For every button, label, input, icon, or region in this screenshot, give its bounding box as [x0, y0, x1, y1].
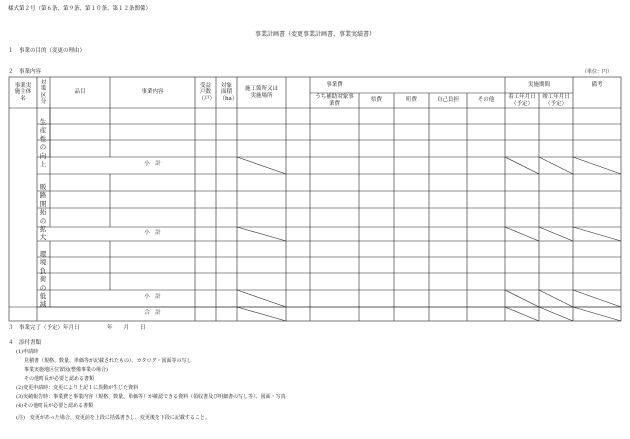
header-period: 実施期間 — [527, 81, 550, 88]
subtotal-label: 小 計 — [144, 230, 161, 236]
unit-label: （単位：円） — [582, 69, 613, 75]
header-remarks: 備考 — [591, 81, 603, 88]
header-area: 対象面積（ha） — [219, 82, 238, 102]
header-town: 町費 — [405, 97, 417, 104]
subtotal-label: 小 計 — [144, 294, 161, 300]
document-title: 事業計画書（変更事業計画書、事業実績書） — [254, 31, 375, 38]
header-self: 自己負担 — [436, 97, 459, 104]
header-location: 施工箇所又は実施場所 — [244, 86, 278, 99]
attachment-item: 事業実施地区位置図(整備事業の場合) — [24, 367, 108, 373]
header-project-cost: 事業費 — [326, 81, 343, 88]
section-attachments: ４ 添付書類 — [8, 340, 42, 346]
subtotal-label: 小 計 — [144, 161, 161, 167]
attachment-item: (3)実績報告時：事業費と事業内容（規格、数量、単価等）が確認できる資料（領収書及び明細書の写し等）、図面・写真 — [16, 394, 286, 400]
attachment-item: (4)その他町長が必要と認める書類 — [16, 403, 94, 409]
group-label-productivity: 生産性の向上 — [39, 118, 47, 169]
header-content: 事業内容 — [141, 89, 164, 96]
group-label-sales-channel: 販路開拓の拡大 — [39, 183, 47, 242]
header-end: 竣工年月日（予定） — [542, 94, 570, 107]
header-entity: 事業実施主体名 — [14, 82, 32, 102]
total-label: 合 計 — [144, 310, 161, 316]
header-prefecture: 県費 — [370, 97, 382, 104]
attachment-item: 見積書（規格、数量、単価等が記載されたもの）、カタログ・図面等の写し — [24, 358, 192, 364]
section-completion-date: ３ 事業完了（予定）年月日 年 月 日 — [8, 325, 146, 331]
group-label-environment: 環境負荷の低減 — [39, 250, 47, 309]
header-category: 対策区分 — [40, 79, 47, 105]
note-text: (注) 変更があった場合、変更前を上段に括弧書きし、変更後を下段に記載すること。 — [16, 415, 210, 421]
header-start: 着工年月日（予定） — [508, 94, 536, 107]
header-item: 品目 — [74, 89, 86, 96]
section-content: ２ 事業内容 — [8, 69, 42, 75]
attachment-item: (2)変更申請時：変更により上記１に異動が生じた資料 — [16, 385, 139, 391]
header-other: その他 — [477, 97, 495, 104]
attachment-item: その他町長が必要と認める書類 — [24, 376, 95, 382]
section-purpose: １ 事業の目的（変更の理由） — [8, 48, 86, 54]
header-subsidy-target: うち補助対象事業費 — [315, 94, 354, 107]
form-reference: 様式第２号（第６条、第９条、第１０条、第１２条関係） — [8, 6, 152, 12]
header-households: 受益戸数（戸） — [198, 82, 216, 102]
attachment-item: (1)申請時 — [16, 349, 39, 355]
